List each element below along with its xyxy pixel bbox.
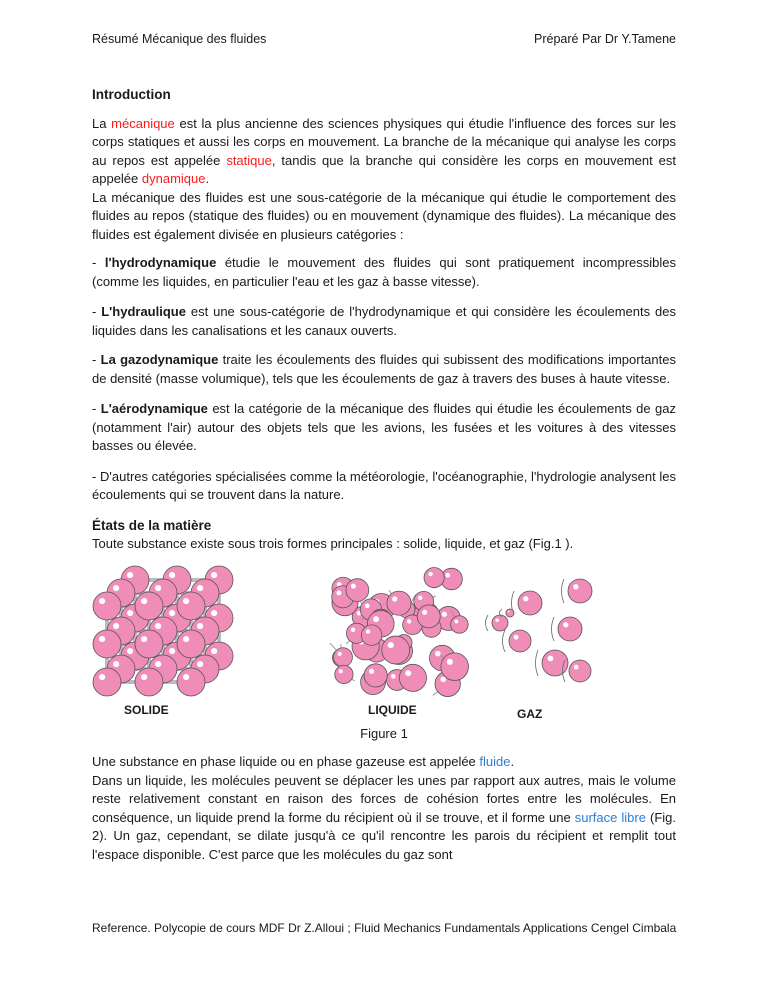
molecule xyxy=(135,668,163,696)
item-gazodynamique: - La gazodynamique traite les écoulements des fluides qui subissent des modifications importantes de densité (masse volumique), tels que les écoulements de gaz à travers des buses à haute vitesse. xyxy=(92,352,676,386)
molecule-highlight xyxy=(211,610,217,616)
term-fluide: fluide xyxy=(479,754,511,769)
molecule xyxy=(346,578,369,601)
term-mecanique: mécanique xyxy=(111,115,175,131)
molecule xyxy=(334,647,353,666)
figure-states-of-matter xyxy=(80,561,600,701)
molecule-highlight xyxy=(573,584,578,589)
molecule xyxy=(361,624,382,645)
molecule xyxy=(177,592,205,620)
molecule xyxy=(335,665,353,683)
item-aerodynamique: - L'aérodynamique est la catégorie de la mécanique des fluides qui étudie les écoulements de gaz (notamment l'air) autour des objets tels que les avions, les fusées et les voitures à des vitesses basses ou élevée. xyxy=(92,401,676,453)
figure-caption: Figure 1 xyxy=(360,725,408,741)
label-liquide: LIQUIDE xyxy=(368,702,417,717)
item-other: - D'autres catégories spécialisées comme la météorologie, l'océanographie, l'hydrologie analysent les écoulements qui se trouvent dans la nature. xyxy=(92,468,676,502)
motion-lines xyxy=(486,615,489,631)
molecule-highlight xyxy=(405,670,411,676)
molecule-highlight xyxy=(422,609,427,614)
molecule-highlight xyxy=(99,674,105,680)
header-right: Préparé Par Dr Y.Tamene xyxy=(534,32,676,46)
footer-reference: Reference. Polycopie de cours MDF Dr Z.Alloui ; Fluid Mechanics Fundamentals Applications Cengel Cimbala xyxy=(92,921,677,935)
molecule-highlight xyxy=(339,669,343,673)
molecule xyxy=(382,636,410,664)
molecule-highlight xyxy=(388,642,394,648)
molecule-highlight xyxy=(418,595,422,599)
states-line: Toute substance existe sous trois formes principales : solide, liquide, et gaz (Fig.1 ). xyxy=(92,536,574,551)
molecule-highlight xyxy=(113,585,119,591)
molecule-highlight xyxy=(113,661,119,667)
molecule xyxy=(93,630,121,658)
molecule-highlight xyxy=(141,674,147,680)
molecule-highlight xyxy=(141,636,147,642)
molecule-highlight xyxy=(445,572,450,577)
molecule xyxy=(492,615,508,631)
molecule xyxy=(93,668,121,696)
molecule-highlight xyxy=(428,571,432,575)
molecule-highlight xyxy=(211,572,217,578)
label-solide: SOLIDE xyxy=(124,702,169,717)
molecule-highlight xyxy=(442,611,447,616)
molecule-highlight xyxy=(183,598,189,604)
molecule-highlight xyxy=(197,661,203,667)
molecule-highlight xyxy=(183,674,189,680)
molecule-highlight xyxy=(169,648,175,654)
molecule-highlight xyxy=(338,651,342,655)
molecule-highlight xyxy=(392,596,397,601)
molecule xyxy=(424,567,444,587)
molecule-highlight xyxy=(440,676,446,682)
figure-block xyxy=(92,561,676,723)
term-dynamique: dynamique xyxy=(141,171,206,186)
molecule xyxy=(568,579,592,603)
motion-lines xyxy=(552,617,555,641)
molecule-highlight xyxy=(127,648,133,654)
motion-lines xyxy=(503,630,506,652)
document-body xyxy=(92,86,676,864)
molecule-highlight xyxy=(99,598,105,604)
header-left: Résumé Mécanique des fluides xyxy=(92,32,267,46)
molecule-highlight xyxy=(495,618,499,622)
molecule-highlight xyxy=(99,636,105,642)
molecule xyxy=(364,663,387,686)
states-heading: États de la matière xyxy=(92,517,212,533)
intro-paragraph: La mécanique est la plus ancienne des sciences physiques qui étudie l'influence des forces sur les corps statiques et aussi les corps en mouvement. La branche de la mécanique qui analyse les corps au repos est appelée statique, tandis que la branche qui considère les corps en mouvement est appelée dynamique. La mécanique des fluides est une sous-catégorie de la mécanique qui étudie le comportement des fluides au repos (statique des fluides) ou en mouvement (dynamique des fluides). La mécanique des fluides est également divisée en plusieurs catégories : xyxy=(92,115,676,242)
molecule-highlight xyxy=(514,634,519,639)
molecule-highlight xyxy=(508,610,510,612)
molecule xyxy=(558,617,582,641)
molecule xyxy=(506,609,514,617)
molecule-highlight xyxy=(366,629,371,634)
molecule-highlight xyxy=(351,583,356,588)
term-statique: statique xyxy=(226,152,272,168)
motion-lines xyxy=(536,650,539,676)
molecule xyxy=(177,630,205,658)
molecule xyxy=(518,591,542,615)
molecule-highlight xyxy=(127,610,133,616)
molecule-highlight xyxy=(365,603,370,608)
molecule-highlight xyxy=(183,636,189,642)
molecule-highlight xyxy=(197,623,203,629)
molecule-highlight xyxy=(373,616,379,622)
motion-lines xyxy=(562,579,565,603)
molecule-highlight xyxy=(197,585,203,591)
molecule-highlight xyxy=(351,627,355,631)
molecule xyxy=(417,604,440,627)
label-gaz: GAZ xyxy=(517,706,543,721)
molecule-highlight xyxy=(337,590,342,595)
molecule xyxy=(441,652,469,680)
molecule-highlight xyxy=(169,610,175,616)
molecule xyxy=(569,660,591,682)
molecule-highlight xyxy=(169,572,175,578)
item-hydraulique: - L'hydraulique est une sous-catégorie de l'hydrodynamique et qui considère les écoulements des liquides dans les canalisations et les canaux ouverts. xyxy=(92,304,676,338)
molecule xyxy=(387,591,411,615)
molecule xyxy=(509,630,531,652)
molecule-highlight xyxy=(574,664,579,669)
molecule xyxy=(93,592,121,620)
molecule xyxy=(399,664,426,691)
molecule-highlight xyxy=(454,619,458,623)
molecule-highlight xyxy=(447,658,453,664)
molecule-highlight xyxy=(523,596,528,601)
molecule-highlight xyxy=(548,655,554,661)
intro-heading: Introduction xyxy=(92,87,171,102)
molecule-highlight xyxy=(155,585,161,591)
molecule-highlight xyxy=(407,619,411,623)
term-surface-libre: surface libre xyxy=(574,809,646,825)
molecule-highlight xyxy=(141,598,147,604)
molecule xyxy=(451,615,468,632)
molecule-highlight xyxy=(211,648,217,654)
molecule-highlight xyxy=(155,623,161,629)
molecule-highlight xyxy=(127,572,133,578)
molecule xyxy=(135,592,163,620)
fluid-paragraph: Une substance en phase liquide ou en phase gazeuse est appelée fluide. Dans un liquide, les molécules peuvent se déplacer les unes par rapport aux autres, mais le volume reste relativement constant en raison des forces de cohésion fortes entre les molécules. En conséquence, un liquide prend la forme du récipient où il se trouve, et il forme une surface libre (Fig. 2). Un gaz, cependant, se dilate jusqu'à ce qu'il rencontre les parois du récipient et remplit tout l'espace disponible. C'est parce que les molécules du gaz sont xyxy=(92,754,676,862)
molecule-highlight xyxy=(435,650,441,656)
item-hydrodynamique: - l'hydrodynamique étudie le mouvement des fluides qui sont pratiquement incompressibles (comme les liquides, en particulier l'eau et les gaz à basse vitesse). xyxy=(92,255,676,289)
molecule-highlight xyxy=(391,674,396,679)
molecule xyxy=(135,630,163,658)
molecule-highlight xyxy=(563,622,568,627)
molecule-highlight xyxy=(155,661,161,667)
molecule-highlight xyxy=(369,668,374,673)
molecule-highlight xyxy=(113,623,119,629)
molecule xyxy=(177,668,205,696)
